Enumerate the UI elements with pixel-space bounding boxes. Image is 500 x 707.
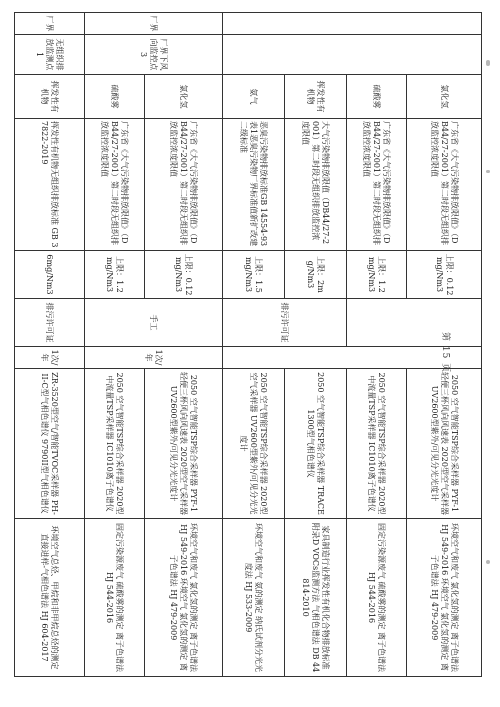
limit-cell: 上限：0.12mg/Nm3 bbox=[145, 251, 223, 299]
instrument-cell: 2050 空气智能TSP综合采样器 TRACE1300型气相色谱仪 bbox=[285, 369, 347, 519]
point-cell bbox=[223, 35, 482, 75]
point-cell: 无组织排放监测点1 bbox=[15, 35, 85, 75]
rotated-table-wrapper bbox=[14, 12, 482, 676]
limit-cell: 上限：1.2mg/Nm3 bbox=[347, 251, 407, 299]
analysis-cell: 固定污染源废气 硫酸雾的测定 离子色谱法 HJ 544-2016 bbox=[347, 519, 407, 677]
instrument-cell: 2050 空气智能TSP综合采样器 2020型 中流量TSP采样器 IC1010离子色谱仪 bbox=[347, 369, 407, 519]
analysis-cell: 环境空气和废气 氨的测定 纳氏试剂分光光度法 HJ 533-2009 bbox=[223, 519, 285, 677]
pollutant-cell: 氯化氢 bbox=[407, 75, 482, 119]
analysis-cell: 环境空气和废气 氯化氢的测定 离子色谱法 HJ 549-2016 环境空气 氯化氢的测定 离子色谱法 HJ 479-2009 bbox=[145, 519, 223, 677]
limit-cell: 6mg/Nm3 bbox=[15, 251, 85, 299]
standard-cell: 挥发性有机物无组织排放标准 GB 37822-2019 bbox=[15, 119, 85, 251]
standard-cell: 恶臭污染物排放标准GB 14554-93表1恶臭污染物厂界标准值新扩改建二级标准 bbox=[223, 119, 285, 251]
pollutant-cell: 挥发性有机物 bbox=[285, 75, 347, 119]
limit-cell: 上限：1.5mg/Nm3 bbox=[223, 251, 285, 299]
analysis-cell: 家具制造行业挥发性有机化合物排放标准 附录D VOCs监测方法 气相色谱法 DB 44 814-2010 bbox=[285, 519, 347, 677]
method-cell bbox=[347, 299, 482, 347]
instrument-cell: ZR-3520型空气/智能TVOC采样器 PH-II-C型气相色谱仪 9790II型气相色谱仪 bbox=[15, 369, 85, 519]
pollutant-cell: 氨气 bbox=[223, 75, 285, 119]
monitoring-table bbox=[14, 12, 482, 677]
analysis-cell: 环境空气和废气 氯化氢的测定 离子色谱法 HJ 549-2016 环境空气 氯化氢的测定 离子色谱法 HJ 479-2009 bbox=[407, 519, 482, 677]
method-cell: 排污许可证 bbox=[15, 299, 85, 347]
freq-cell: 1次/年 bbox=[15, 347, 85, 369]
location-cell: 厂界 bbox=[15, 13, 85, 35]
table-row bbox=[15, 13, 85, 677]
scan-speck bbox=[486, 170, 490, 173]
instrument-cell: 2050 空气智能TSP综合采样器 PYF-1 轻便三杯风向风速表 2020型空气采样器 UV2600型紫外/可见分光光度计 bbox=[407, 369, 482, 519]
pollutant-cell: 挥发性有机物 bbox=[15, 75, 85, 119]
pollutant-cell: 氯化氢 bbox=[145, 75, 223, 119]
limit-cell: 上限：2mg/Nm3 bbox=[285, 251, 347, 299]
standard-cell: 广东省《大气污染物排放限值》（DB44/27-2001）第二时段无组织排放监控浓度限值 bbox=[347, 119, 407, 251]
page-number: 第 15 页 bbox=[440, 332, 450, 374]
method-cell: 排污许可证 bbox=[223, 299, 347, 347]
standard-cell: 广东省《大气污染物排放限值》（DB44/27-2001）第二时段无组织排放监控浓度限值 bbox=[85, 119, 145, 251]
scan-speck bbox=[486, 560, 490, 564]
freq-cell: 1次/年 bbox=[85, 347, 223, 369]
location-cell bbox=[223, 13, 482, 35]
limit-cell: 上限：0.12mg/Nm3 bbox=[407, 251, 482, 299]
instrument-cell: 2050 空气智能TSP综合采样器 2020型空气采样器 UV2600型紫外/可见分光光度计 bbox=[223, 369, 285, 519]
standard-cell: 大气污染物排放限值（DB44/27-2001）第二时段无组织排放监控浓度限值 bbox=[285, 119, 347, 251]
analysis-cell: 环境空气总烃、甲烷和非甲烷总烃的测定 直接进样-气相色谱法 HJ 604-2017 bbox=[15, 519, 85, 677]
table-row bbox=[145, 13, 223, 677]
point-cell: 厂界下风向监控点3 bbox=[85, 35, 223, 75]
limit-cell: 上限：1.2mg/Nm3 bbox=[85, 251, 145, 299]
standard-cell: 广东省《大气污染物排放限值》（DB44/27-2001）第二时段无组织排放监控浓度限值 bbox=[145, 119, 223, 251]
pollutant-cell: 硫酸雾 bbox=[85, 75, 145, 119]
instrument-cell: 2050 空气智能TSP综合采样器 2020型 中流量TSP采样器 IC1010离子色谱仪 bbox=[85, 369, 145, 519]
analysis-cell: 固定污染源废气 硫酸雾的测定 离子色谱法 HJ 544-2016 bbox=[85, 519, 145, 677]
method-cell: 手工 bbox=[85, 299, 223, 347]
instrument-cell: 2050 空气智能TSP综合采样器 PYF-1 轻便三杯风向风速表 2020型空气采样器 UV2600型紫外/可见分光光度计 bbox=[145, 369, 223, 519]
pollutant-cell: 硫酸雾 bbox=[347, 75, 407, 119]
table-row bbox=[285, 13, 347, 677]
scan-speck bbox=[486, 60, 490, 66]
location-cell: 厂界 bbox=[85, 13, 223, 35]
standard-cell: 广东省《大气污染物排放限值》（DB44/27-2001）第二时段无组织排放监控浓度限值 bbox=[407, 119, 482, 251]
